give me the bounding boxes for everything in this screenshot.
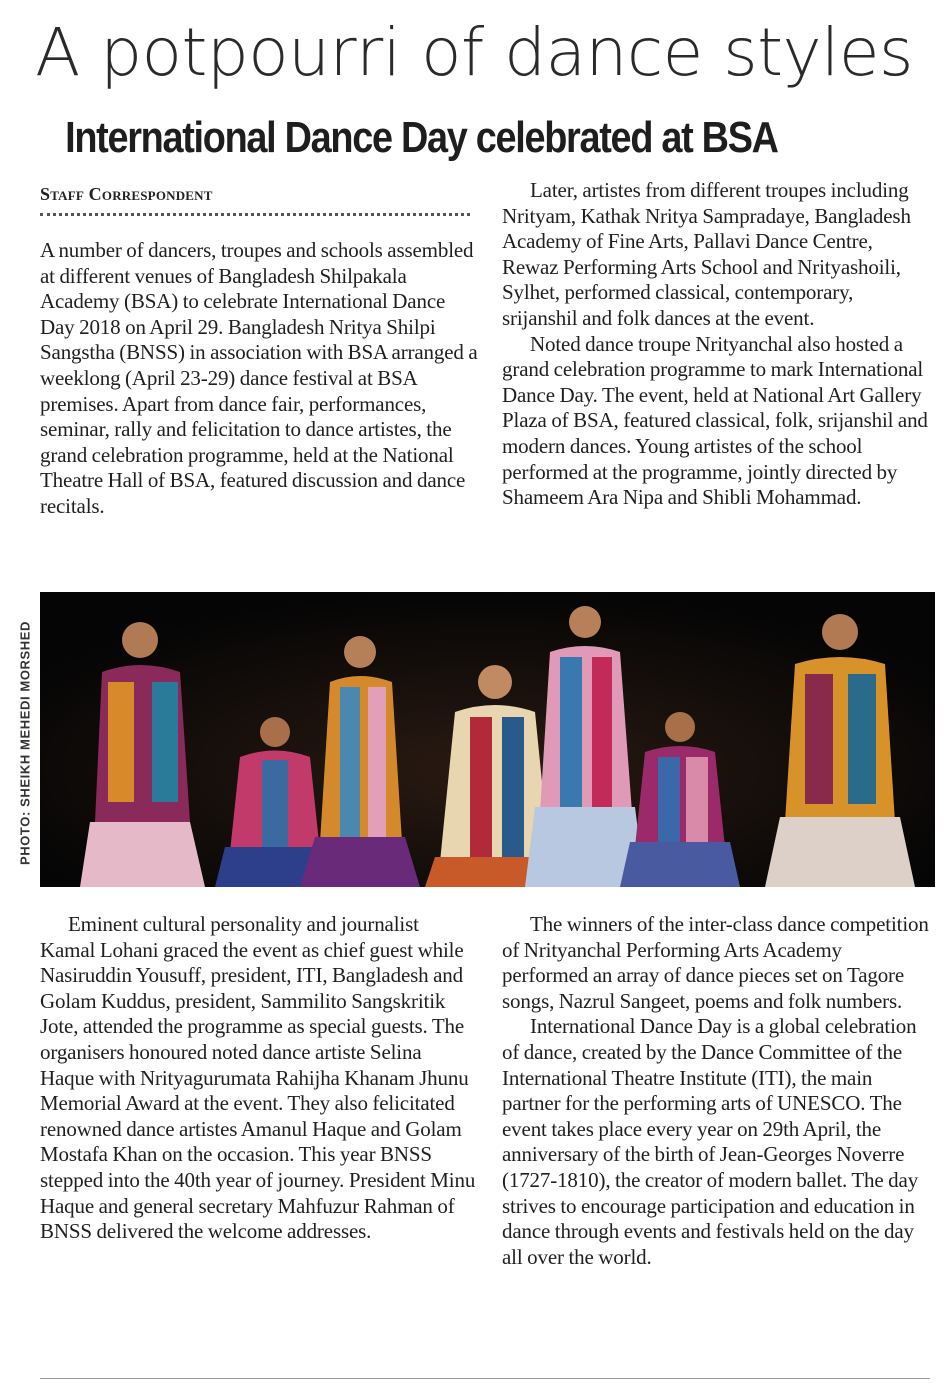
photo-credit: [14, 598, 36, 888]
article-column-3: [40, 912, 478, 1245]
subheadline: International Dance Day celebrated at BSA: [65, 113, 778, 162]
paragraph-nrityanchal: Noted dance troupe Nrityanchal also hosted a grand celebration programme to mark International Dance Day. The event, held at National Art Gallery Plaza of BSA, featured classical, folk, srijanshil and modern dances. Young artistes of the school performed at the programme, jointly directed by Shameem Ara Nipa and Shibli Mohammad.: [502, 331, 928, 510]
dance-photo: [40, 592, 935, 887]
paragraph-dance-day: International Dance Day is a global celebration of dance, created by the Dance Committee of the International Theatre Institute (ITI), the main partner for the performing arts of UNESCO. The event takes place every year on 29th April, the anniversary of the birth of Jean-Georges Noverre (1727-1810), the creator of modern ballet. The day strives to encourage participation and education in dance through events and festivals held on the day all over the world.: [502, 1014, 919, 1269]
byline-divider: [40, 213, 470, 216]
paragraph-intro: A number of dancers, troupes and schools assembled at different venues of Bangladesh Shilpakala Academy (BSA) to celebrate International Dance Day 2018 on April 29. Bangladesh Nritya Shilpi Sangstha (BNSS) in association with BSA arranged a weeklong (April 23-29) dance festival at BSA premises. Apart from dance fair, performances, seminar, rally and felicitation to dance artistes, the grand celebration programme, held at the National Theatre Hall of BSA, featured discussion and dance recitals.: [40, 238, 478, 518]
photo-credit-text: PHOTO: SHEIKH MEHEDI MORSHED: [17, 620, 33, 866]
dancers-illustration: [40, 592, 935, 887]
paragraph-troupes: Later, artistes from different troupes including Nrityam, Kathak Nritya Sampradaye, Bangladesh Academy of Fine Arts, Pallavi Dance Centre, Rewaz Performing Arts School and Nrityashoili, Sylhet, performed classical, contemporary, srijanshil and folk dances at the event.: [502, 178, 911, 330]
headline: A potpourri of dance styles: [35, 14, 913, 91]
paragraph-guests: Eminent cultural personality and journalist Kamal Lohani graced the event as chief guest while Nasiruddin Yousuff, president, ITI, Bangladesh and Golam Kuddus, president, Sammilito Sangskritik Jote, attended the programme as special guests. The organisers honoured noted dance artiste Selina Haque with Nrityagurumata Rahijha Khanam Jhunu Memorial Award at the event. They also felicitated renowned dance artistes Amanul Haque and Golam Mostafa Khan on the occasion. This year BNSS stepped into the 40th year of journey. President Minu Haque and general secretary Mahfuzur Rahman of BNSS delivered the welcome addresses.: [40, 912, 476, 1244]
byline: Staff Correspondent: [40, 184, 213, 204]
article-column-4: [502, 912, 930, 1270]
paragraph-winners: The winners of the inter-class dance competition of Nrityanchal Performing Arts Academy performed an array of dance pieces set on Tagore songs, Nazrul Sangeet, poems and folk numbers.: [502, 912, 929, 1013]
bottom-rule: [40, 1378, 930, 1379]
article-column-1: [40, 238, 478, 520]
article-column-2: [502, 178, 930, 511]
